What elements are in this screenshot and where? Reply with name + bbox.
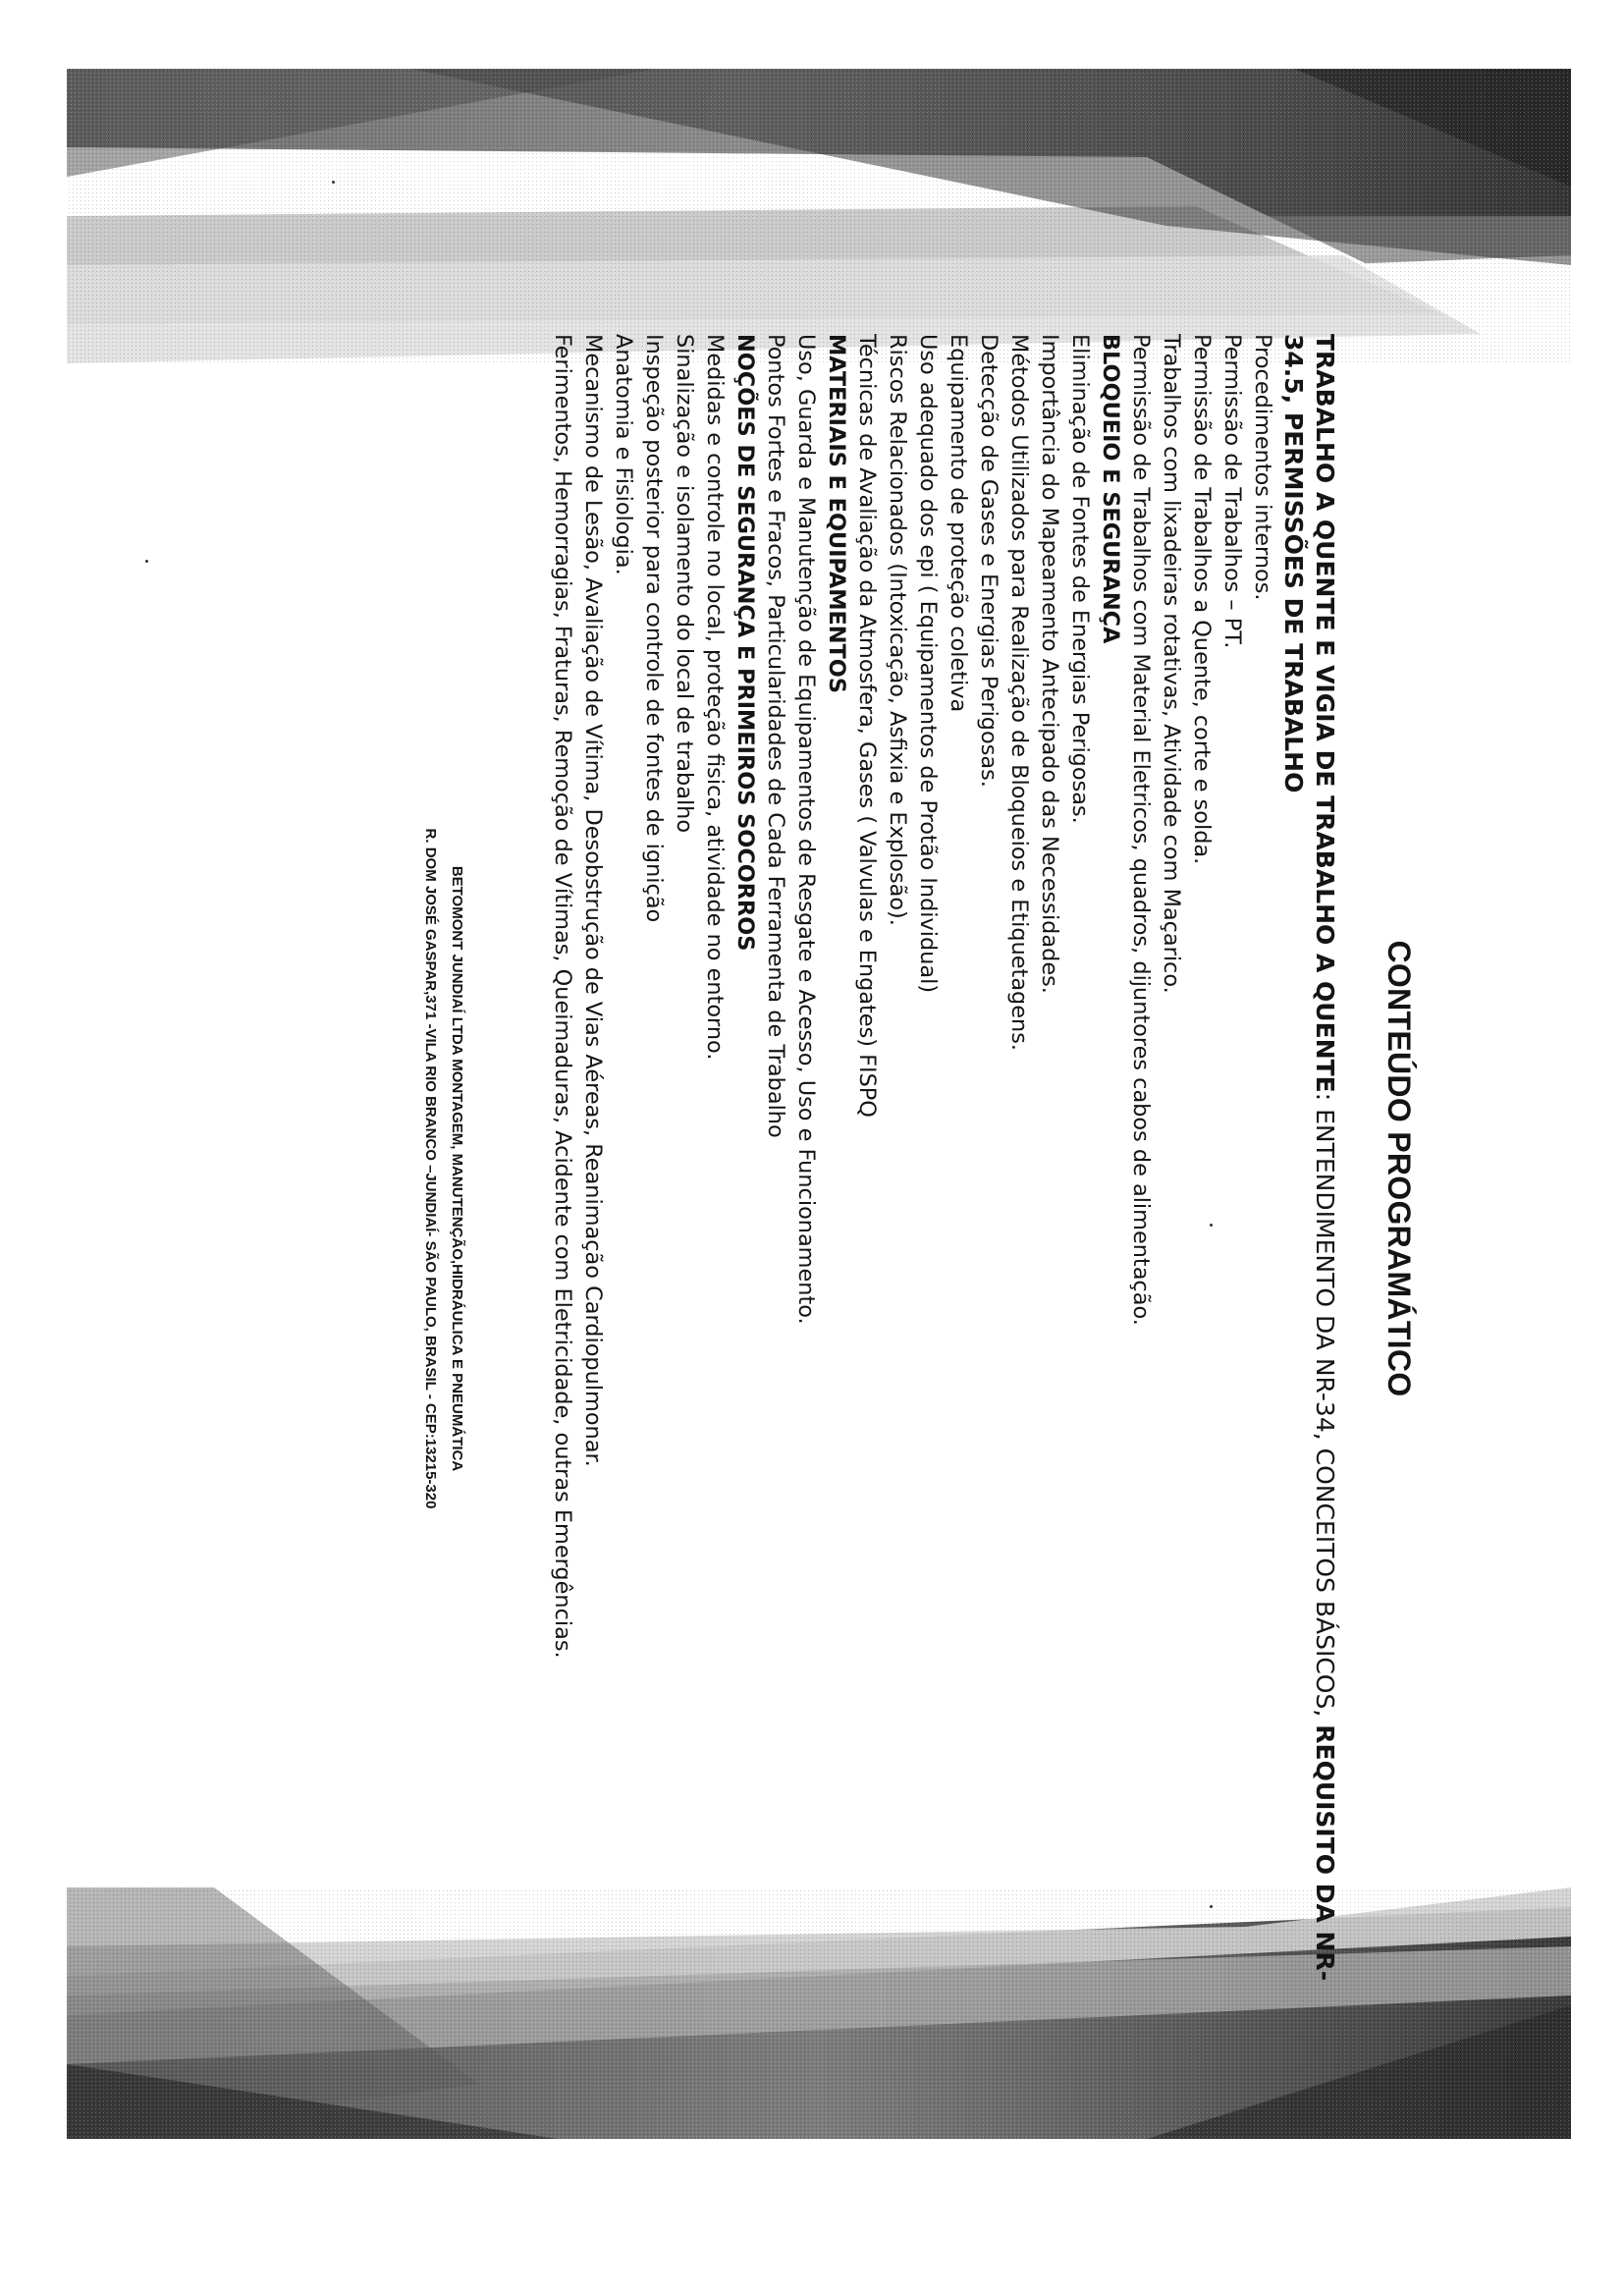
section-heading-materiais: MATERIAIS E EQUIPAMENTOS — [824, 334, 849, 693]
content-line: Permissão de Trabalhos com Material Eletricos, quadros, dijuntores cabos de alimentação. — [1128, 334, 1154, 1326]
content-line: Mecanismo de Lesão, Avaliação de Vítima, Desobstrução de Vias Aéreas, Reanimação Cardiopulmonar. — [580, 334, 606, 1467]
lead-line — [1309, 334, 1340, 2003]
section-heading-nocoes: NOÇÕES DE SEGURANÇA E PRIMEIROS SOCORROS — [732, 334, 758, 952]
scanned-page — [67, 69, 1571, 2139]
lead-bold-part: TRABALHO A QUENTE E VIGIA DE TRABALHO A QUENTE — [1311, 334, 1339, 1093]
company-address: R. DOM JOSÉ GASPAR,371 -VILA RIO BRANCO –JUNDIAÍ- SÃO PAULO, BRASIL - CEP:13215-320 — [422, 828, 439, 1509]
content-line: Eliminação de Fontes de Energias Perigosas. — [1067, 334, 1093, 824]
content-line: Importância do Mapeamento Antecipado das Necessidades. — [1037, 334, 1062, 994]
content-line: Equipamento de proteção coletiva — [946, 334, 971, 713]
document-title: CONTEÚDO PROGRAMÁTICO — [1381, 940, 1417, 1397]
content-line: Pontos Fortes e Fracos, Particularidades de Cada Ferramenta de Trabalho — [763, 334, 788, 1138]
company-footer — [417, 334, 470, 2003]
content-line: Riscos Relacionados (Intoxicação, Asfixia e Explosão). — [885, 334, 910, 926]
lead-normal-part: : ENTENDIMENTO DA NR-34, CONCEITOS BÁSICOS, — [1311, 1092, 1339, 1725]
company-name: BETOMONT JUNDIAÍ LTDA MONTAGEM, MANUTENÇÃO,HIDRÁULICA E PNEUMÁTICA — [449, 865, 465, 1472]
content-line: Uso adequado dos epi ( Equipamentos de Protão Individual) — [915, 334, 941, 994]
scan-speck — [145, 560, 148, 563]
content-line: Permissão de Trabalhos – PT. — [1219, 334, 1245, 649]
scan-speck — [1210, 1905, 1213, 1908]
lead-bold-tail: REQUISITO DA NR- — [1311, 1724, 1339, 1982]
content-line: Anatomia e Fisiologia. — [611, 334, 636, 575]
lead-second-line: 34.5, PERMISSÕES DE TRABALHO — [1279, 334, 1308, 793]
section-heading-bloqueio: BLOQUEIO E SEGURANÇA — [1098, 334, 1123, 644]
content-line: Inspeção posterior para controle de fontes de ignição — [641, 334, 667, 923]
top-band-graphic — [67, 69, 1571, 363]
content-line: Uso, Guarda e Manutenção de Equipamentos de Resgate e Acesso, Uso e Funcionamento. — [793, 334, 819, 1325]
content-line: Técnicas de Avaliação da Atmosfera, Gases ( Valvulas e Engates) FISPQ — [854, 334, 880, 1118]
content-line: Procedimentos internos. — [1250, 334, 1275, 601]
content-line: Medidas e controle no local, proteção fisica, atividade no entorno. — [702, 334, 728, 1061]
scan-speck — [1210, 1224, 1213, 1227]
top-decorative-band — [67, 69, 1571, 363]
content-line: Métodos Utilizados para Realização de Bloqueios e Etiquetagens. — [1006, 334, 1032, 1052]
rotated-document-content — [376, 334, 1456, 2003]
content-line: Permissão de Trabalhos a Quente, corte e solda. — [1189, 334, 1215, 865]
content-line: Trabalhos com lixadeiras rotativas, Atividade com Maçarico. — [1159, 334, 1184, 994]
program-content — [547, 334, 1340, 2003]
content-line: Detecção de Gases e Energias Perigosas. — [976, 334, 1001, 788]
scan-speck — [332, 181, 335, 184]
content-line: Sinalização e isolamento do local de trabalho — [672, 334, 697, 834]
content-line: Ferimentos, Hemorragias, Fraturas, Remoção de Vítimas, Queimaduras, Acidente com Eletricidade, outras Emergências. — [550, 334, 575, 1659]
